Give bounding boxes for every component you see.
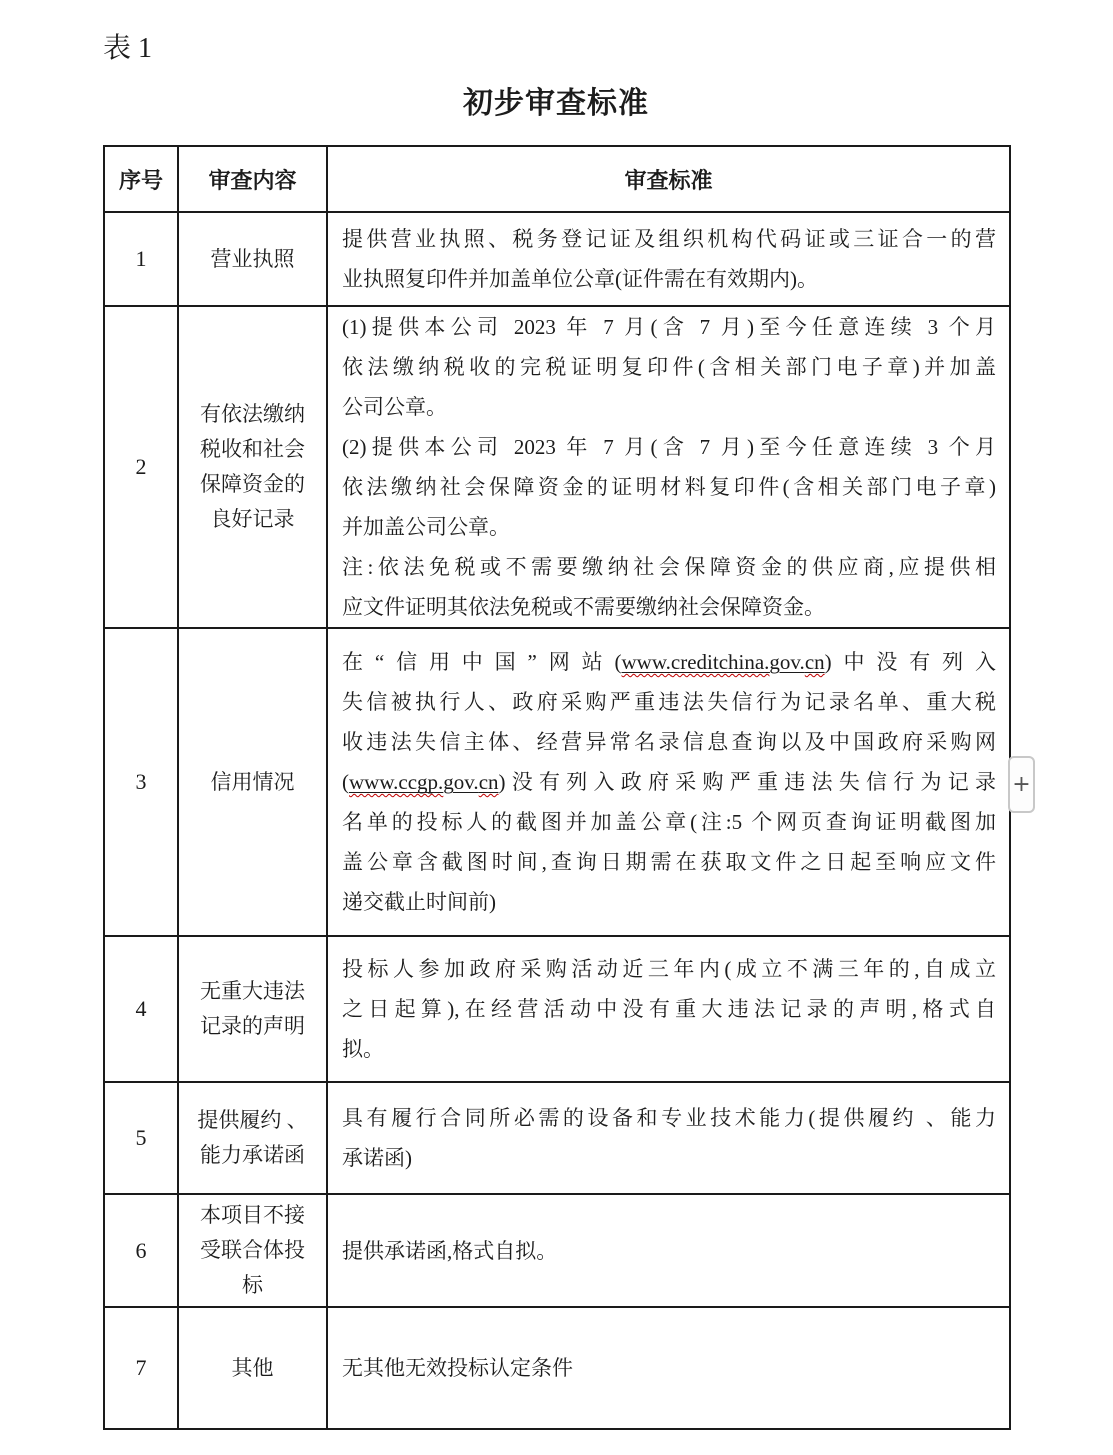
url-segment: cn (804, 650, 825, 674)
standard-line: 提供营业执照、税务登记证及组织机构代码证或三证合一的营 (342, 227, 996, 251)
content-line: 营业执照 (210, 246, 295, 271)
url-segment: gov. (769, 650, 805, 674)
standard-line: 依法缴纳税收的完税证明复印件(含相关部门电子章)并加盖 (342, 355, 996, 379)
standard-line: 之日起算),在经营活动中没有重大违法记录的声明,格式自 (342, 997, 996, 1021)
row-2-content (178, 306, 327, 628)
table-header-row (104, 146, 1010, 212)
content-line: 标 (242, 1273, 263, 1297)
standard-line: 具有履行合同所必需的设备和专业技术能力(提供履约 、能力 (342, 1106, 996, 1130)
table-row-7 (104, 1307, 1010, 1429)
content-line: 无重大违法 (200, 979, 305, 1003)
standard-line: 递交截止时间前) (342, 890, 496, 914)
row-6-standard (327, 1194, 1010, 1307)
standard-line: 承诺函) (342, 1146, 412, 1170)
table-label: 表 1 (103, 33, 153, 64)
standard-line: (2)提供本公司 2023 年 7 月(含 7 月)至今任意连续 3 个月 (342, 435, 996, 459)
table-row-5 (104, 1082, 1010, 1194)
row-6-content (178, 1194, 327, 1307)
table-row-1 (104, 212, 1010, 306)
row-6-no: 6 (104, 1194, 178, 1307)
page-title: 初步审查标准 (463, 87, 649, 120)
url-segment: creditchina. (670, 650, 770, 674)
url-segment: www. (349, 770, 399, 794)
standard-text: )没有列入政府采购严重违法失信行为记录 (498, 770, 996, 794)
row-1-no: 1 (104, 212, 178, 306)
standard-line: 名单的投标人的截图并加盖公章(注:5 个网页查询证明截图加 (342, 810, 996, 834)
standard-line: 收违法失信主体、经营异常名录信息查询以及中国政府采购网 (342, 730, 996, 754)
row-3-no: 3 (104, 628, 178, 936)
row-7-content (178, 1307, 327, 1429)
content-line: 能力承诺函 (200, 1143, 305, 1167)
standard-line: 提供承诺函,格式自拟。 (342, 1238, 558, 1263)
col-header-standard: 审查标准 (327, 146, 1010, 212)
content-line: 受联合体投 (200, 1238, 305, 1262)
standard-line: 公司公章。 (342, 395, 447, 419)
table-row-4 (104, 936, 1010, 1082)
standard-line: 拟。 (342, 1037, 384, 1061)
url-segment: gov. (443, 770, 479, 794)
review-criteria-table (103, 145, 1011, 1430)
row-7-standard (327, 1307, 1010, 1429)
content-line: 提供履约 、 (197, 1108, 308, 1132)
row-4-no: 4 (104, 936, 178, 1082)
content-line: 保障资金的 (200, 472, 305, 496)
standard-line (342, 642, 996, 682)
url-segment: cn (478, 770, 499, 794)
table-row-3 (104, 628, 1010, 936)
row-3-standard (327, 628, 1010, 936)
row-4-content (178, 936, 327, 1082)
standard-text: ( (342, 770, 349, 794)
standard-line: 注:依法免税或不需要缴纳社会保障资金的供应商,应提供相 (342, 555, 996, 579)
standard-line: (1)提供本公司 2023 年 7 月(含 7 月)至今任意连续 3 个月 (342, 315, 996, 339)
content-line: 本项目不接 (200, 1203, 305, 1227)
standard-line: 并加盖公司公章。 (342, 515, 510, 539)
url-segment: www. (621, 650, 671, 674)
standard-line: 无其他无效投标认定条件 (342, 1356, 573, 1380)
standard-line: 盖公章含截图时间,查询日期需在获取文件之日起至响应文件 (342, 850, 996, 874)
ccgp-url-link[interactable] (349, 770, 499, 794)
standard-line: 依法缴纳社会保障资金的证明材料复印件(含相关部门电子章) (342, 475, 996, 499)
col-header-no: 序号 (104, 146, 178, 212)
content-line: 信用情况 (210, 769, 295, 794)
row-7-no: 7 (104, 1307, 178, 1429)
row-4-standard (327, 936, 1010, 1082)
row-5-no: 5 (104, 1082, 178, 1194)
col-header-content: 审查内容 (178, 146, 327, 212)
floating-add-button[interactable]: + (1008, 756, 1035, 813)
row-5-content (178, 1082, 327, 1194)
row-1-standard (327, 212, 1010, 306)
row-2-no: 2 (104, 306, 178, 628)
standard-line: 业执照复印件并加盖单位公章(证件需在有效期内)。 (342, 267, 818, 291)
row-3-content (178, 628, 327, 936)
content-line: 其他 (231, 1355, 274, 1380)
content-line: 记录的声明 (200, 1014, 305, 1038)
standard-line: 投标人参加政府采购活动近三年内(成立不满三年的,自成立 (342, 957, 996, 981)
content-line: 良好记录 (210, 507, 295, 531)
row-1-content (178, 212, 327, 306)
standard-line: 应文件证明其依法免税或不需要缴纳社会保障资金。 (342, 595, 825, 619)
row-2-standard (327, 306, 1010, 628)
row-5-standard (327, 1082, 1010, 1194)
credit-china-url-link[interactable] (622, 650, 825, 674)
standard-line (342, 762, 996, 802)
table-row-6 (104, 1194, 1010, 1307)
table-row-2 (104, 306, 1010, 628)
standard-text: )中没有列入 (824, 650, 996, 674)
standard-text: 在“信用中国”网站( (342, 650, 622, 674)
content-line: 有依法缴纳 (200, 402, 305, 426)
url-segment: ccgp. (398, 770, 444, 794)
standard-line: 失信被执行人、政府采购严重违法失信行为记录名单、重大税 (342, 690, 996, 714)
content-line: 税收和社会 (200, 437, 305, 461)
